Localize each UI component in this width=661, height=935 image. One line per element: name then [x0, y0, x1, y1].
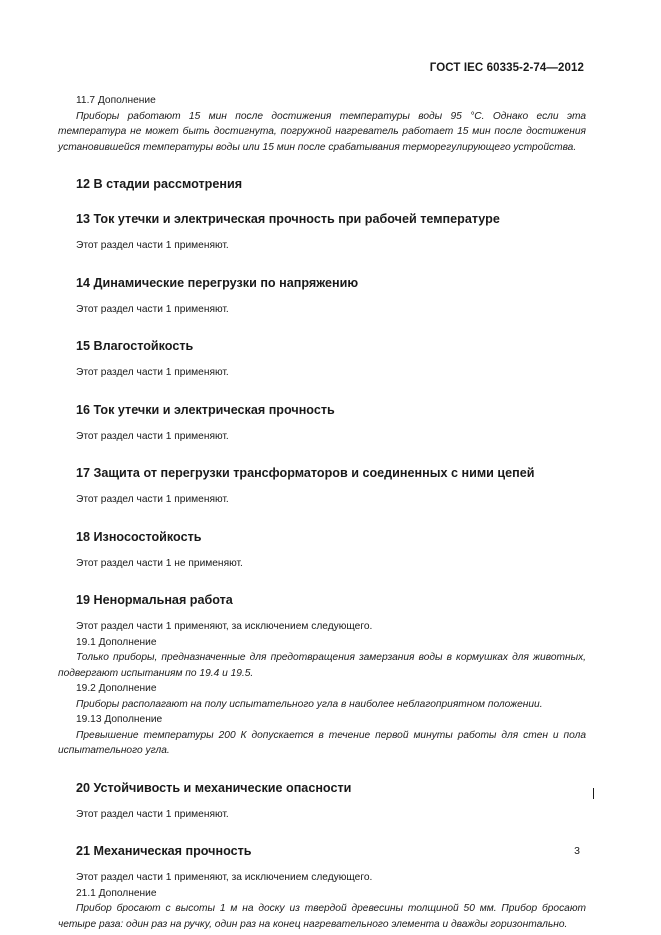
clause-21-1-label: 21.1 Дополнение — [76, 887, 157, 899]
clause-19-13-label: 19.13 Дополнение — [76, 714, 163, 725]
section-16-text: Этот раздел части 1 применяют. — [76, 430, 229, 442]
section-13-text: Этот раздел части 1 применяют. — [76, 240, 229, 251]
section-15-heading: 15 Влагостойкость — [76, 339, 194, 353]
section-14-text: Этот раздел части 1 применяют. — [76, 303, 229, 315]
section-13-heading: 13 Ток утечки и электрическая прочность при рабочей температуре — [76, 212, 500, 226]
clause-19-1-label: 19.1 Дополнение — [76, 636, 157, 648]
section-17-heading: 17 Защита от перегрузки трансформаторов и соединенных с ними цепей — [76, 466, 535, 480]
section-18-text: Этот раздел части 1 не применяют. — [76, 557, 243, 569]
section-18-heading: 18 Износостойкость — [76, 529, 202, 544]
clause-19-13-text: Превышение температуры 200 К допускается в течение первой минуты работы для стен и пола испытательного угла. — [58, 729, 586, 756]
section-19-heading: 19 Ненормальная работа — [76, 593, 233, 607]
section-12-heading: 12 В стадии рассмотрения — [76, 177, 243, 191]
section-20-heading: 20 Устойчивость и механические опасности — [76, 780, 352, 795]
section-20-text: Этот раздел части 1 применяют. — [76, 808, 229, 820]
section-15-text: Этот раздел части 1 применяют. — [76, 367, 229, 378]
clause-19-2-text: Приборы располагают на полу испытательного угла в наиболее неблагоприятном положении. — [76, 698, 543, 710]
page-number: 3 — [574, 845, 580, 857]
document-body — [58, 93, 586, 932]
clause-11-7-text: Приборы работают 15 мин после достижения температуры воды 95 °С. Однако если эта температура не может быть достигнута, погружной нагреватель работает 15 мин после достижения установившейся температуры воды или 15 мин после срабатывания терморегулирующего устройства. — [58, 110, 586, 153]
clause-11-7-label: 11.7 Дополнение — [76, 95, 156, 106]
section-21-heading: 21 Механическая прочность — [76, 844, 252, 858]
section-16-heading: 16 Ток утечки и электрическая прочность — [76, 402, 335, 417]
clause-21-1-text: Прибор бросают с высоты 1 м на доску из твердой древесины толщиной 50 мм. Прибор бросают четыре раза: один раз на ручку, один раз на конец нагревательного элемента и дважды горизонтально. — [58, 903, 586, 930]
clause-19-2-label: 19.2 Дополнение — [76, 683, 157, 694]
clause-19-1-text: Только приборы, предназначенные для предотвращения замерзания воды в кормушках для животных, подвергают испытаниям по 19.4 и 19.5. — [58, 652, 586, 679]
section-21-text: Этот раздел части 1 применяют, за исключением следующего. — [76, 872, 373, 883]
change-bar-mark — [593, 788, 594, 799]
section-14-heading: 14 Динамические перегрузки по напряжению — [76, 275, 359, 290]
section-19-text: Этот раздел части 1 применяют, за исключением следующего. — [76, 621, 373, 632]
document-header: ГОСТ IEC 60335-2-74—2012 — [429, 62, 584, 74]
section-17-text: Этот раздел части 1 применяют. — [76, 494, 229, 505]
